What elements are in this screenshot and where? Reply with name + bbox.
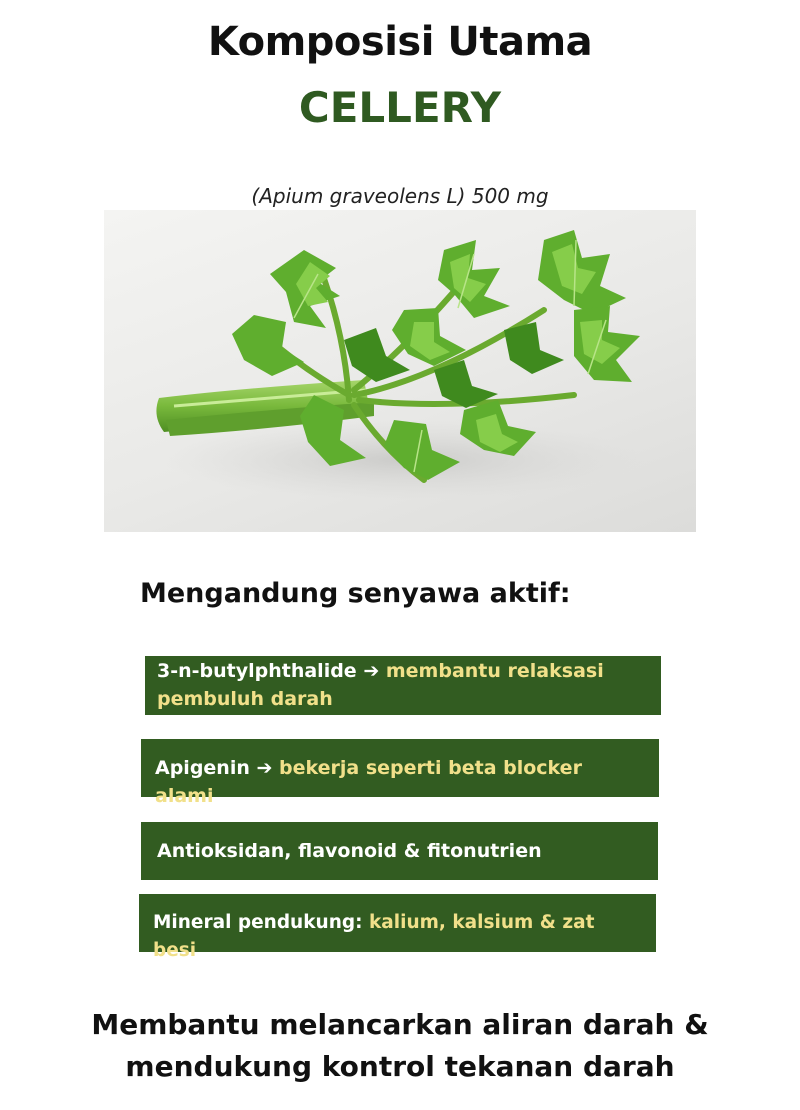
arrow-icon: ➔ <box>363 660 380 682</box>
page-title: Komposisi Utama <box>207 19 593 65</box>
celery-image <box>104 210 696 532</box>
conclusion-line-1: Membantu melancarkan aliran darah & <box>91 1008 709 1041</box>
compound-name: Antioksidan, flavonoid & fitonutrien <box>157 840 542 862</box>
celery-illustration <box>104 210 696 532</box>
compound-name: 3-n-butylphthalide <box>157 660 357 682</box>
compound-name: Mineral pendukung: <box>153 912 363 933</box>
compound-benefit-continued: pembuluh darah <box>157 688 333 710</box>
compound-box-antioxidants <box>141 822 658 880</box>
compound-benefit: kalium, kalsium & zat besi <box>153 912 595 961</box>
product-name: CELLERY <box>298 83 502 132</box>
conclusion-text <box>0 1004 800 1088</box>
compound-name: Apigenin <box>155 757 250 779</box>
compound-box-minerals <box>139 894 656 961</box>
compound-benefit: membantu relaksasi <box>385 660 604 682</box>
arrow-icon: ➔ <box>256 757 273 779</box>
conclusion-line-2: mendukung kontrol tekanan darah <box>125 1050 675 1083</box>
compound-box-apigenin <box>141 739 659 807</box>
compound-box-butylphthalide <box>145 656 661 715</box>
compound-benefit: bekerja seperti beta blocker alami <box>155 757 582 807</box>
compounds-heading: Mengandung senyawa aktif: <box>140 578 571 609</box>
latin-name-dosage: (Apium graveolens L) 500 mg <box>251 184 549 208</box>
